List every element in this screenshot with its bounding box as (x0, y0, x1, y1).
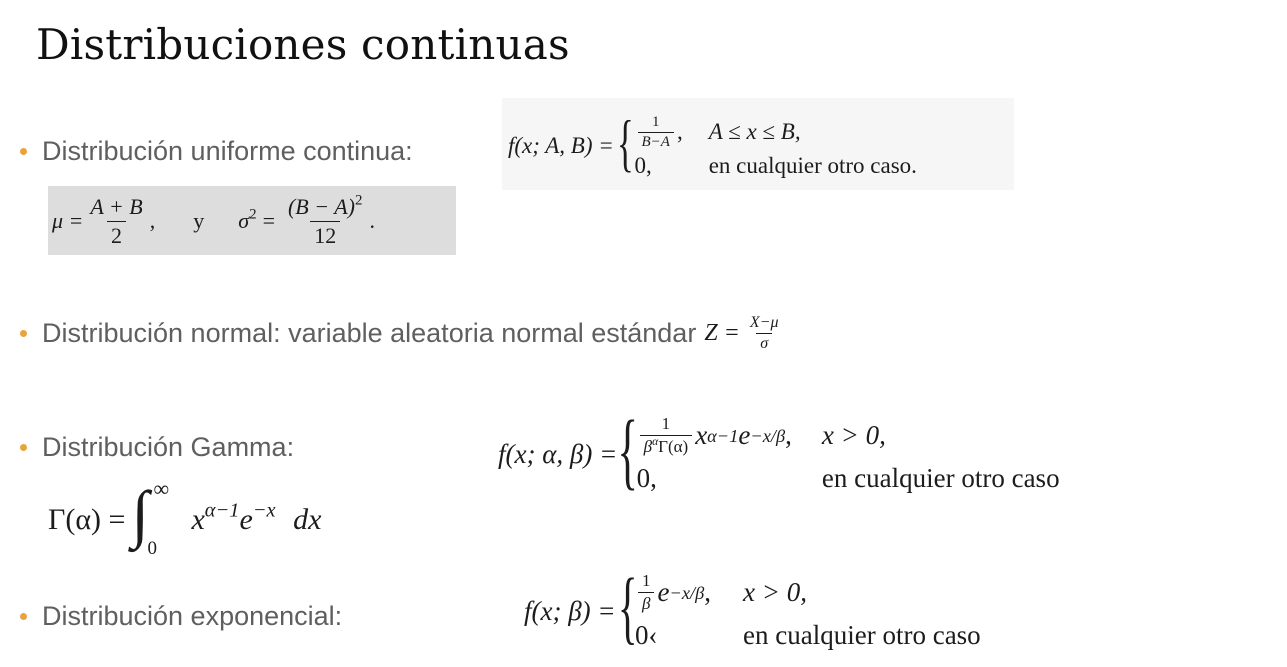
gamma-case2-condition: en cualquier otro caso (821, 463, 1060, 493)
left-brace: { (617, 561, 638, 652)
uniform-case1-condition: A ≤ x ≤ B, (708, 119, 801, 144)
bullet-gamma (20, 432, 294, 463)
gamma-case1-value: $\frac{1}{\beta^\alpha\Gamma(\alpha)}$ x α−1 e −x/β , (637, 414, 792, 457)
exponential-case2-condition: en cualquier otro caso (743, 620, 981, 650)
gamma-function-formula (48, 478, 321, 562)
exponential-label: Distribución exponencial: (42, 601, 343, 631)
variance-fraction (284, 194, 366, 249)
exponential-case2-value: 0‹ (635, 620, 658, 650)
separator: , (676, 119, 683, 144)
z-fraction (746, 314, 783, 353)
mean-lhs: μ = (52, 208, 84, 233)
fraction-numerator: 1 (661, 414, 671, 433)
variance-lhs: $\sigma^2$ (238, 206, 257, 233)
uniform-case1-value (635, 114, 683, 151)
exponential-cases (635, 571, 981, 651)
fraction-denominator: $\beta^\alpha\Gamma(\alpha)$ (640, 435, 693, 457)
gamma-pdf-formula (498, 404, 1060, 504)
fraction-numerator: 1 (642, 571, 651, 590)
bullet-dot (20, 148, 27, 155)
gamma-case1-fraction (640, 414, 693, 457)
gamma-label: Distribución Gamma: (42, 432, 295, 462)
uniform-pdf-lhs: f(x; A, B) = (508, 133, 614, 158)
slide-title: Distribuciones continuas (36, 20, 570, 69)
integral (131, 478, 177, 562)
bullet-dot (20, 330, 27, 337)
gamma-case2-value: 0, (636, 463, 657, 493)
bullet-dot (20, 444, 27, 451)
integrand: $x^{\alpha-1}e^{-x}$ dx (191, 499, 322, 536)
exponential-case1-fraction (638, 571, 655, 614)
mean-fraction (86, 194, 146, 249)
equals-sign: = (262, 208, 275, 233)
exponential-case1-condition: x > 0, (743, 577, 807, 607)
integral-upper-limit: ∞ (153, 476, 170, 501)
bullet-uniform (20, 136, 413, 167)
left-brace: { (617, 402, 639, 498)
left-brace: { (616, 107, 634, 178)
uniform-case2-value: 0, (634, 152, 652, 178)
integral-lower-limit: 0 (147, 538, 157, 559)
uniform-moments-formula (52, 190, 375, 252)
uniform-case1-fraction (638, 114, 674, 151)
fraction-numerator: 1 (651, 113, 660, 130)
uniform-label: Distribución uniforme continua: (42, 136, 413, 166)
uniform-cases (635, 114, 917, 179)
bullet-normal (20, 314, 785, 353)
gamma-fn-lhs: Γ(α) = (48, 503, 126, 536)
uniform-pdf-formula (508, 108, 917, 184)
period: . (369, 208, 375, 233)
bullet-exponential (20, 601, 342, 632)
fraction-numerator: $(B - A)^2$ (287, 192, 363, 219)
fraction-denominator: B−A (638, 132, 674, 151)
gamma-case1-condition: x > 0, (821, 420, 886, 450)
fraction-numerator: A + B (90, 193, 143, 219)
integral-sign: ∫ (131, 478, 149, 549)
gamma-pdf-lhs: f(x; α, β) = (498, 438, 618, 469)
fraction-numerator: X−μ (749, 314, 779, 331)
z-lhs: Z = (704, 320, 740, 346)
gamma-cases (637, 414, 1060, 494)
normal-label: Distribución normal: variable aleatoria normal estándar (42, 318, 697, 348)
bullet-dot (20, 613, 27, 620)
fraction-denominator: σ (756, 333, 772, 353)
exponential-pdf-lhs: f(x; β) = (524, 595, 616, 626)
separator: , (149, 208, 156, 233)
connector-word: y (193, 208, 205, 233)
fraction-denominator: β (638, 592, 654, 614)
fraction-denominator: 2 (107, 221, 126, 249)
fraction-denominator: 12 (310, 221, 340, 249)
uniform-case2-condition: en cualquier otro caso. (708, 152, 917, 178)
z-formula (704, 314, 785, 353)
exponential-pdf-formula (524, 561, 981, 658)
exponential-case1-value: $\frac{1}{\beta}$ e −x/β , (635, 571, 711, 614)
